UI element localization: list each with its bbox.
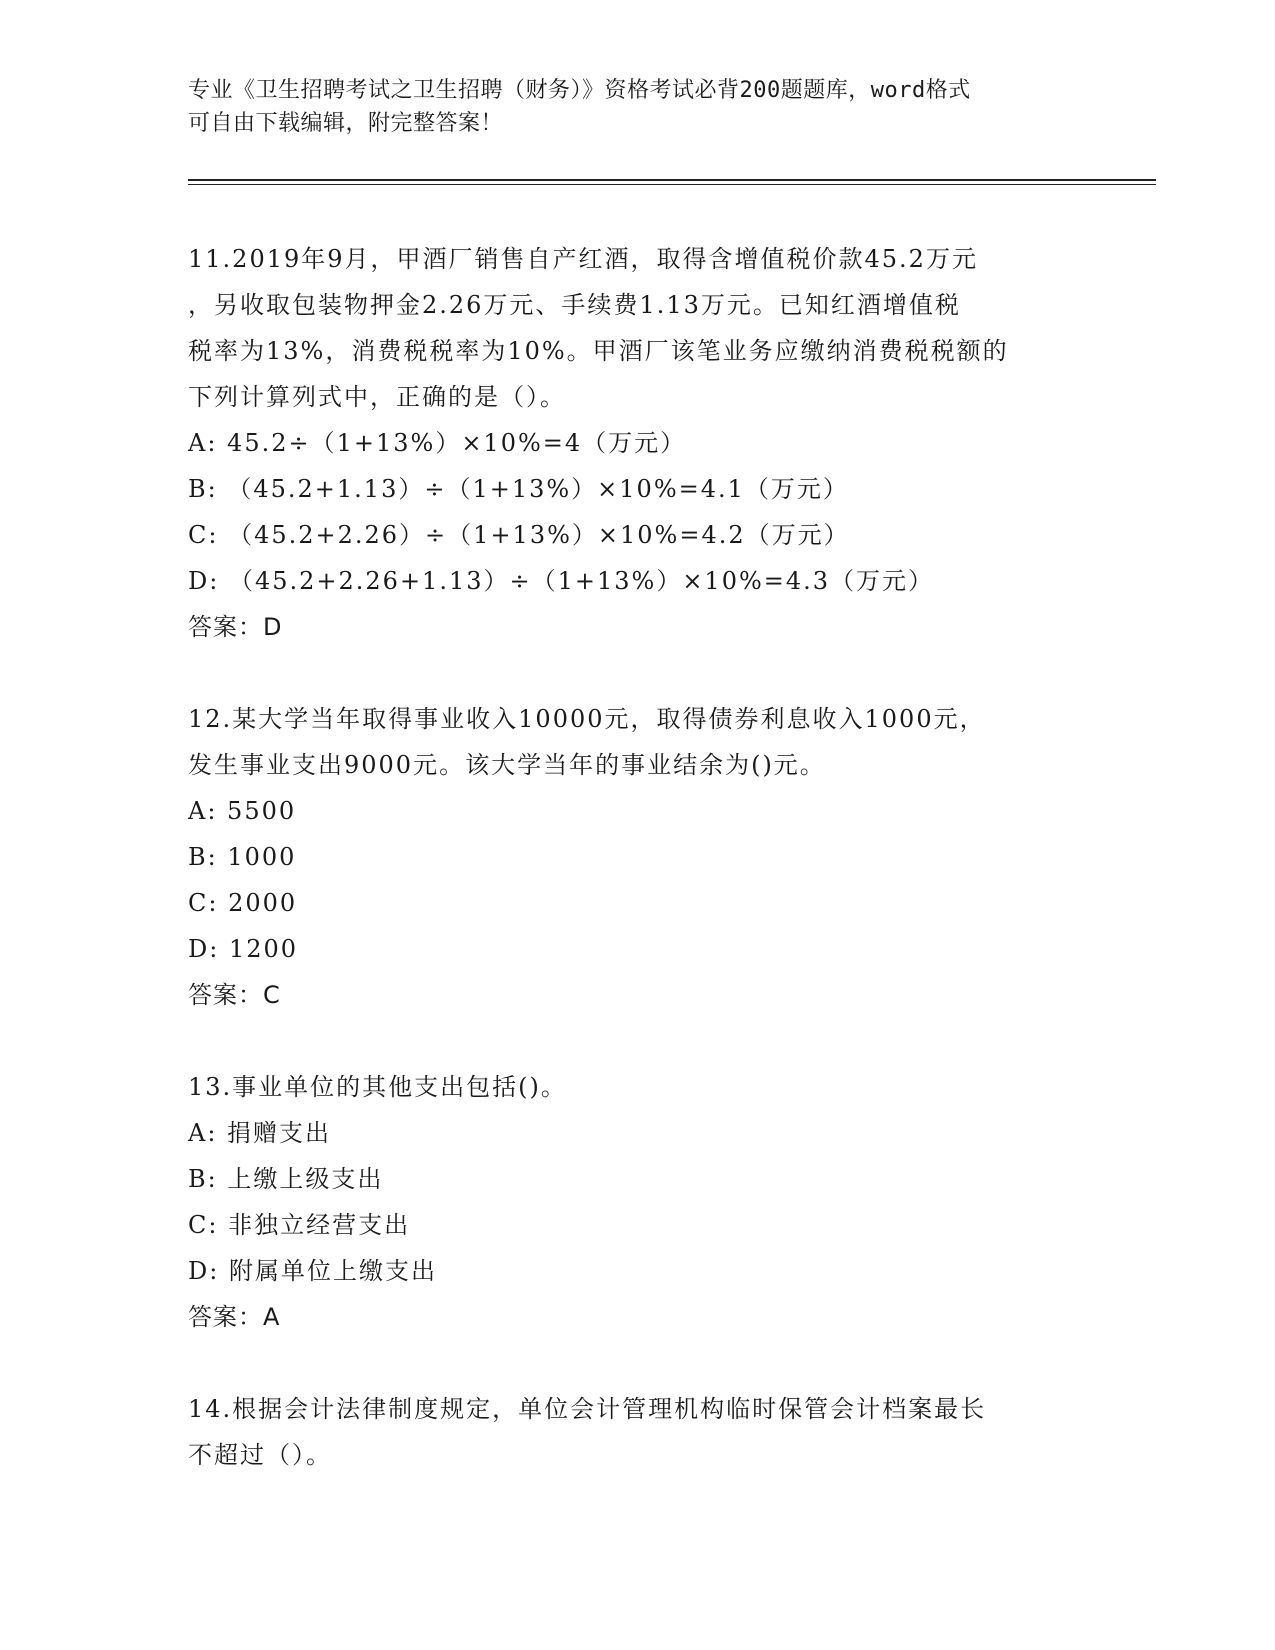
option-d: D: 附属单位上缴支出 (188, 1257, 437, 1285)
option-b: B: 1000 (188, 843, 297, 871)
question-11 (188, 236, 1088, 650)
question-12 (188, 696, 1088, 1018)
question-14 (188, 1386, 1088, 1478)
question-text-line: 发生事业支出9000元。该大学当年的事业结余为()元。 (188, 751, 826, 779)
question-list (188, 236, 1088, 1478)
answer-line: 答案：C (188, 981, 281, 1009)
question-spacer (188, 650, 1088, 696)
header-rule-thin (188, 184, 1156, 185)
question-text-line: 12.某大学当年取得事业收入10000元，取得债券利息收入1000元， (188, 705, 986, 733)
question-text-line: 税率为13%，消费税税率为10%。甲酒厂该笔业务应缴纳消费税税额的 (188, 337, 1009, 365)
question-13 (188, 1064, 1088, 1340)
option-d: D: （45.2+2.26+1.13）÷（1+13%）×10%=4.3（万元） (188, 567, 935, 595)
option-d: D: 1200 (188, 935, 299, 963)
question-spacer (188, 1018, 1088, 1064)
question-text-line: 13.事业单位的其他支出包括()。 (188, 1073, 567, 1101)
option-b: B: （45.2+1.13）÷（1+13%）×10%=4.1（万元） (188, 475, 849, 503)
header-rule-thick (188, 179, 1156, 181)
document-header (188, 74, 1088, 140)
question-text-line: 11.2019年9月，甲酒厂销售自产红酒，取得含增值税价款45.2万元 (188, 245, 978, 273)
option-a: A: 5500 (188, 797, 297, 825)
header-line-1: 专业《卫生招聘考试之卫生招聘（财务）》资格考试必背200题题库，word格式 (188, 78, 971, 103)
option-c: C: 非独立经营支出 (188, 1211, 411, 1239)
question-text-line: 下列计算列式中，正确的是（）。 (188, 383, 566, 411)
question-text-line: 不超过（）。 (188, 1441, 332, 1469)
option-c: C: （45.2+2.26）÷（1+13%）×10%=4.2（万元） (188, 521, 850, 549)
question-text-line: 14.根据会计法律制度规定，单位会计管理机构临时保管会计档案最长 (188, 1395, 987, 1423)
header-line-2: 可自由下载编辑，附完整答案！ (188, 111, 504, 136)
option-c: C: 2000 (188, 889, 298, 917)
question-spacer (188, 1340, 1088, 1386)
answer-line: 答案：A (188, 1303, 281, 1331)
option-a: A: 45.2÷（1+13%）×10%=4（万元） (188, 429, 687, 457)
question-text-line: ，另收取包装物押金2.26万元、手续费1.13万元。已知红酒增值税 (188, 291, 961, 319)
option-a: A: 捐赠支出 (188, 1119, 332, 1147)
answer-line: 答案：D (188, 613, 283, 641)
option-b: B: 上缴上级支出 (188, 1165, 384, 1193)
